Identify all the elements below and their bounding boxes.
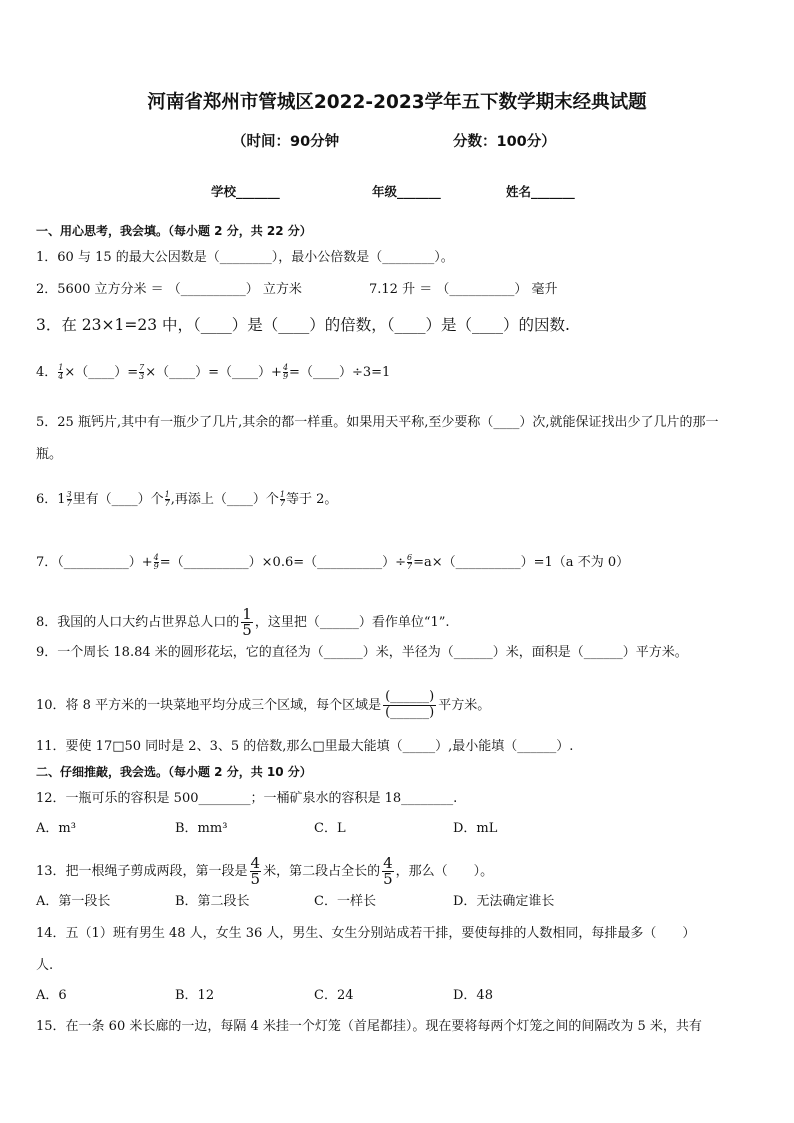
question-15: 15．在一条 60 米长廊的一边，每隔 4 米挂一个灯笼（首尾都挂）。现在要将每两个灯笼之间的间隔改为 5 米，共有 <box>36 1019 702 1034</box>
fraction: $\frac{4}{9}$ <box>153 553 159 571</box>
q14-option-a: A．6 <box>36 988 67 1003</box>
question-10: 10．将 8 平方米的一块菜地平均分成三个区域，每个区域是 (______) (______) 平方米。 <box>36 689 491 720</box>
q14-option-c: C．24 <box>314 988 354 1003</box>
question-2 <box>36 281 758 299</box>
question-14-line-1: 14．五（1）班有男生 48 人，女生 36 人，男生、女生分别站成若干排，要使每排的人数相同，每排最多（ ） <box>36 926 696 941</box>
fraction: $\frac{4}{9}$ <box>282 363 289 381</box>
q14-option-d: D．48 <box>453 988 493 1003</box>
q12-option-c: C．L <box>314 821 346 836</box>
name-field: 姓名_______ <box>506 184 575 199</box>
q13-option-b: B．第二段长 <box>175 894 250 909</box>
section-title-fill-in: 一、用心思考，我会填。（每小题 2 分，共 22 分） <box>36 224 312 238</box>
question-14-line-2: 人. <box>36 958 54 973</box>
question-5-line-1: 5．25 瓶钙片,其中有一瓶少了几片,其余的都一样重。如果用天平称,至少要称（____）次,就能保证找出少了几片的那一 <box>36 415 719 430</box>
q14-option-b: B．12 <box>175 988 215 1003</box>
fraction: $\frac{4}{5}$ <box>383 854 393 888</box>
q12-option-b: B．mm³ <box>175 821 228 836</box>
fraction: $\frac{1}{7}$ <box>279 490 285 508</box>
fraction: $\frac{1}{5}$ <box>242 605 252 639</box>
question-9: 9．一个周长 18.84 米的圆形花坛，它的直径为（______）米，半径为（______）米，面积是（______）平方米。 <box>36 645 688 660</box>
school-field: 学校_______ <box>211 184 280 199</box>
section-title-choice: 二、仔细推敲，我会选。（每小题 2 分，共 10 分） <box>36 765 312 779</box>
question-4: 4． $\frac{1}{4}$ ×（____）= $\frac{7}{3}$ ×（____）=（____）+ $\frac{4}{9}$ =（____）÷3=1 <box>36 363 391 381</box>
question-13: 13．把一根绳子剪成两段，第一段是 $\frac{4}{5}$ 米，第二段占全长的 $\frac{4}{5}$ ，那么（ ）。 <box>36 854 494 888</box>
question-12: 12．一瓶可乐的容积是 500________；一桶矿泉水的容积是 18________. <box>36 791 458 806</box>
fraction: $\frac{1}{4}$ <box>58 363 64 381</box>
question-8: 8．我国的人口大约占世界总人口的 $\frac{1}{5}$ ，这里把（______）看作单位“1”. <box>36 605 450 639</box>
fraction: $\frac{1}{7}$ <box>164 490 170 508</box>
question-5-line-2: 瓶。 <box>36 447 63 462</box>
question-1: 1．60 与 15 的最大公因数是（________），最小公倍数是（________）。 <box>36 250 454 265</box>
page-title: 河南省郑州市管城区2022-2023学年五下数学期末经典试题 <box>147 92 647 113</box>
fraction: $\frac{4}{5}$ <box>250 854 261 888</box>
q12-option-a: A．m³ <box>36 821 76 836</box>
grade-field: 年级_______ <box>372 184 441 199</box>
fraction: $\frac{6}{7}$ <box>407 553 413 571</box>
question-2-part-2: 7.12 升 ＝ （__________） 毫升 <box>369 282 558 297</box>
q13-option-a: A．第一段长 <box>36 894 111 909</box>
q13-option-d: D．无法确定谁长 <box>453 894 555 909</box>
fraction: $\frac{7}{3}$ <box>139 363 145 381</box>
question-3: 3．在 23×1=23 中，（____）是（____）的倍数，（____）是（____）的因数. <box>36 316 570 334</box>
q13-option-c: C．一样长 <box>314 894 376 909</box>
exam-time: （时间：90分钟 <box>232 134 340 150</box>
fraction: $\frac{3}{7}$ <box>66 490 72 508</box>
question-11: 11．要使 17□50 同时是 2、3、5 的倍数,那么□里最大能填（_____）,最小能填（______）. <box>36 739 574 754</box>
question-6: 6．1 $\frac{3}{7}$ 里有（____）个 $\frac{1}{7}$ ,再添上（____）个 $\frac{1}{7}$ 等于 2。 <box>36 490 338 508</box>
q12-option-d: D．mL <box>453 821 498 836</box>
exam-score: 分数：100分） <box>453 134 556 150</box>
question-2-part-1: 2．5600 立方分米 ＝ （__________） 立方米 <box>36 282 302 297</box>
question-7: 7．（__________）+ $\frac{4}{9}$ =（__________）×0.6=（__________）÷ $\frac{6}{7}$ =a×（__________）=1（a 不为 0） <box>36 553 630 571</box>
answer-fraction: (______) (______) <box>385 689 435 720</box>
